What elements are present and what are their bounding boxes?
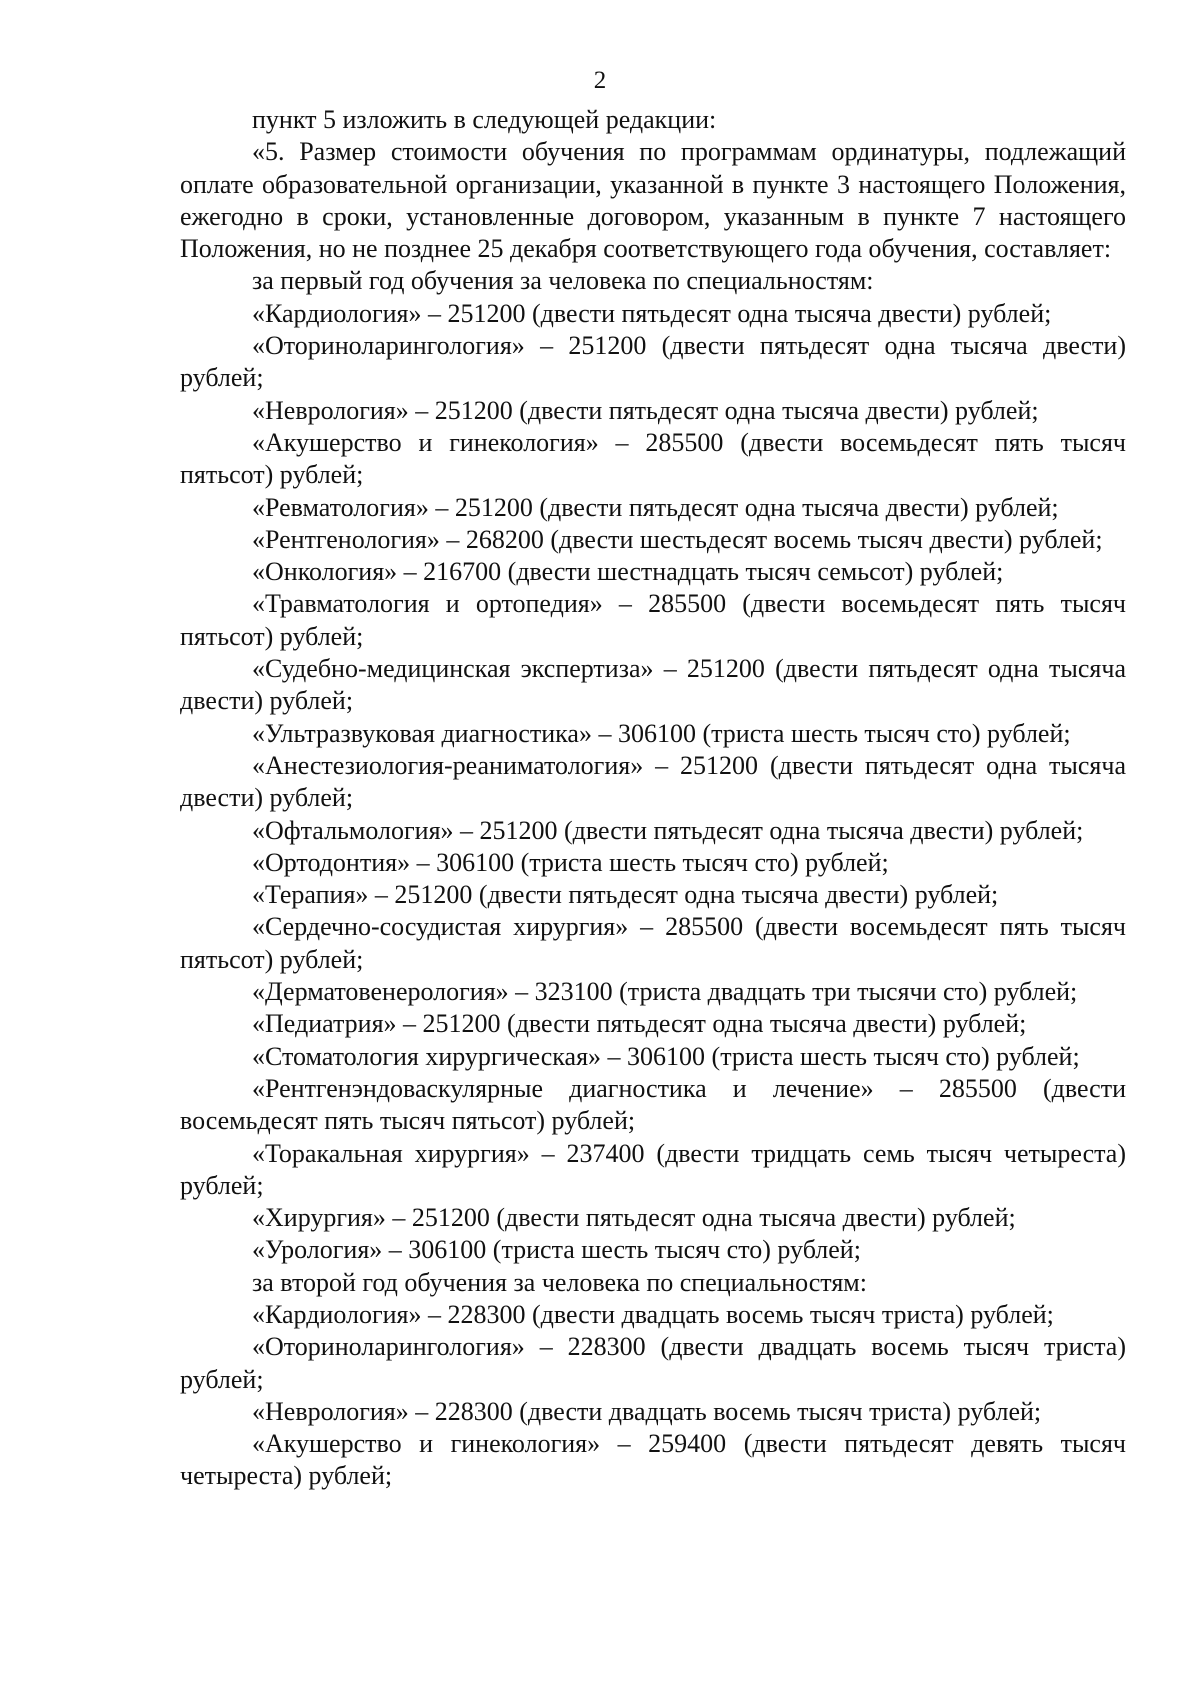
fee-item: «Хирургия» – 251200 (двести пятьдесят одна тысяча двести) рублей; — [252, 1203, 1016, 1233]
fee-item: «Рентгенэндоваскулярные диагностика и лечение» – 285500 (двести восемьдесят пять тысяч пятьсот) рублей; — [180, 1073, 1126, 1136]
fee-item: «Дерматовенерология» – 323100 (триста двадцать три тысячи сто) рублей; — [252, 977, 1078, 1007]
fee-item: «Неврология» – 228300 (двести двадцать восемь тысяч триста) рублей; — [252, 1396, 1042, 1426]
page-number: 2 — [593, 67, 607, 94]
fee-item: «Рентгенология» – 268200 (двести шестьдесят восемь тысяч двести) рублей; — [252, 524, 1103, 554]
fee-item: «Урология» – 306100 (триста шесть тысяч сто) рублей; — [252, 1235, 861, 1265]
fee-item: «Терапия» – 251200 (двести пятьдесят одна тысяча двести) рублей; — [252, 880, 999, 910]
fee-item: «Оториноларингология» – 228300 (двести двадцать восемь тысяч триста) рублей; — [180, 1332, 1126, 1394]
second-year-heading: за второй год обучения за человека по специальностям: — [252, 1267, 867, 1297]
fee-item: «Акушерство и гинекология» – 285500 (двести восемьдесят пять тысяч пятьсот) рублей; — [180, 427, 1126, 490]
first-year-heading: за первый год обучения за человека по специальностям: — [252, 266, 874, 296]
fee-item: «Неврология» – 251200 (двести пятьдесят одна тысяча двести) рублей; — [252, 395, 1039, 425]
fee-item: «Онкология» – 216700 (двести шестнадцать тысяч семьсот) рублей; — [252, 557, 1004, 587]
fee-item: «Ревматология» – 251200 (двести пятьдесят одна тысяча двести) рублей; — [252, 492, 1059, 522]
fee-item: «Педиатрия» – 251200 (двести пятьдесят одна тысяча двести) рублей; — [252, 1009, 1027, 1039]
fee-item: «Ортодонтия» – 306100 (триста шесть тысяч сто) рублей; — [252, 847, 889, 877]
fee-item: «Оториноларингология» – 251200 (двести пятьдесят одна тысяча двести) рублей; — [180, 331, 1126, 393]
fee-item: «Травматология и ортопедия» – 285500 (двести восемьдесят пять тысяч пятьсот) рублей; — [180, 589, 1126, 651]
fee-item: «Акушерство и гинекология» – 259400 (двести пятьдесят девять тысяч четыреста) рублей; — [180, 1429, 1126, 1491]
fee-item: «Ультразвуковая диагностика» – 306100 (триста шесть тысяч сто) рублей; — [252, 718, 1071, 748]
fee-item: «Торакальная хирургия» – 237400 (двести тридцать семь тысяч четыреста) рублей; — [180, 1138, 1126, 1200]
fee-item: «Сердечно-сосудистая хирургия» – 285500 (двести восемьдесят пять тысяч пятьсот) рублей; — [180, 912, 1126, 974]
document-body — [180, 104, 1126, 1493]
fee-item: «Анестезиология-реаниматология» – 251200 (двести пятьдесят одна тысяча двести) рублей; — [180, 750, 1126, 813]
clause-5-paragraph: «5. Размер стоимости обучения по программам ординатуры, подлежащий оплате образовательной организации, указанной в пункте 3 настоящего Положения, ежегодно в сроки, установленные договором, указанным в пункте 7 настоящего Положения, но не позднее 25 декабря соответствующего года обучения, составляет: — [180, 137, 1126, 264]
fee-item: «Судебно-медицинская экспертиза» – 251200 (двести пятьдесят одна тысяча двести) рублей; — [180, 654, 1126, 716]
intro-paragraph: пункт 5 изложить в следующей редакции: — [252, 105, 717, 134]
fee-item: «Кардиология» – 228300 (двести двадцать восемь тысяч триста) рублей; — [252, 1299, 1054, 1329]
fee-item: «Стоматология хирургическая» – 306100 (триста шесть тысяч сто) рублей; — [252, 1041, 1080, 1071]
fee-item: «Офтальмология» – 251200 (двести пятьдесят одна тысяча двести) рублей; — [252, 815, 1084, 845]
fee-item: «Кардиология» – 251200 (двести пятьдесят одна тысяча двести) рублей; — [252, 298, 1052, 328]
